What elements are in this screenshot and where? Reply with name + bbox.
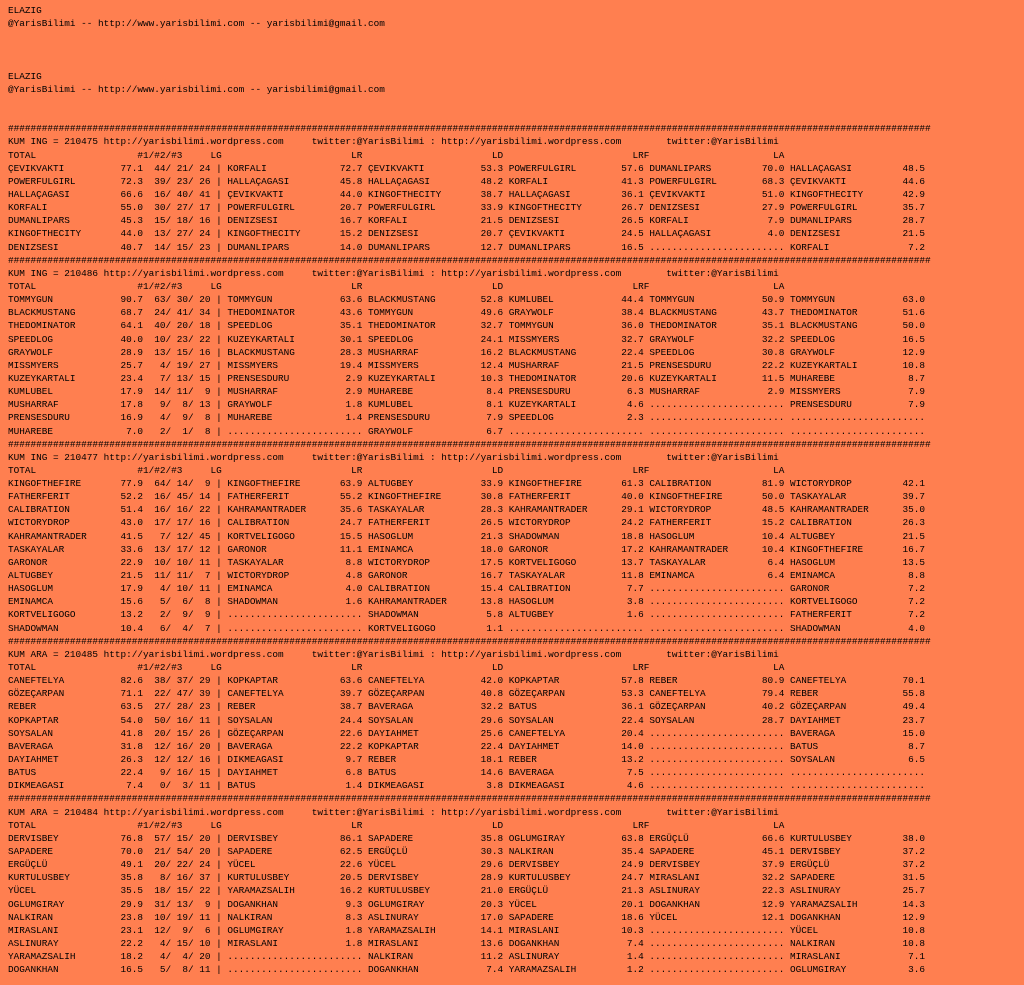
text-line: ALTUGBEY 21.5 11/ 11/ 7 | WICTORYDROP 4.8 GARONOR 16.7 TASKAYALAR 11.8 EMINAMCA 6.4 EMINAMCA 8.8 — [8, 570, 926, 582]
text-line: KORFALI 55.0 30/ 27/ 17 | POWERFULGIRL 20.7 POWERFULGIRL 33.9 KINGOFTHECITY 26.7 DENIZSESI 27.9 POWERFULGIRL 35.7 — [8, 202, 926, 214]
text-line: #################################################################################################################################################################### — [8, 793, 931, 805]
text-line: DENIZSESI 40.7 14/ 15/ 23 | DUMANLIPARS 14.0 DUMANLIPARS 12.7 DUMANLIPARS 16.5 ........................ KORFALI 7.2 — [8, 241, 926, 253]
text-line: SPEEDLOG 40.0 10/ 23/ 22 | KUZEYKARTALI 30.1 SPEEDLOG 24.1 MISSMYERS 32.7 GRAYWOLF 32.2 SPEEDLOG 16.5 — [8, 333, 926, 345]
text-line — [8, 57, 1024, 70]
text-line: NALKIRAN 23.8 10/ 19/ 11 | NALKIRAN 8.3 ASLINURAY 17.0 SAPADERE 18.6 YÜCEL 12.1 DOGANKHAN 12.9 — [8, 911, 926, 923]
text-line: MUHAREBE 7.0 2/ 1/ 8 | ........................ GRAYWOLF 6.7 ........................ ........................ ........................ — [8, 425, 926, 437]
text-line: KUM ING = 210486 http://yarisbilimi.wordpress.com twitter:@YarisBilimi : http://yarisbilimi.wordpress.com twitter:@YarisBilimi — [8, 267, 779, 279]
text-line: GARONOR 22.9 10/ 10/ 11 | TASKAYALAR 8.8 WICTORYDROP 17.5 KORTVELIGOGO 13.7 TASKAYALAR 6.4 HASOGLUM 13.5 — [8, 556, 926, 568]
text-line: YÜCEL 35.5 18/ 15/ 22 | YARAMAZSALIH 16.2 KURTULUSBEY 21.0 ERGÜÇLÜ 21.3 ASLINURAY 22.3 ASLINURAY 25.7 — [8, 885, 926, 897]
text-line — [8, 96, 1024, 109]
text-line: PRENSESDURU 16.9 4/ 9/ 8 | MUHAREBE 1.4 PRENSESDURU 7.9 SPEEDLOG 2.3 ........................ ........................ — [8, 412, 926, 424]
text-line: MIRASLANI 23.1 12/ 9/ 6 | OGLUMGIRAY 1.8 YARAMAZSALIH 14.1 MIRASLANI 10.3 ........................ YÜCEL 10.8 — [8, 924, 926, 936]
text-line — [8, 30, 1024, 43]
text-line: YARAMAZSALIH 18.2 4/ 4/ 20 | ........................ NALKIRAN 11.2 ASLINURAY 1.4 ........................ MIRASLANI 7.1 — [8, 951, 926, 963]
text-line: REBER 63.5 27/ 28/ 23 | REBER 38.7 BAVERAGA 32.2 BATUS 36.1 GÖZEÇARPAN 40.2 GÖZEÇARPAN 49.4 — [8, 701, 926, 713]
text-line: KUM ARA = 210485 http://yarisbilimi.wordpress.com twitter:@YarisBilimi : http://yarisbilimi.wordpress.com twitter:@YarisBilimi — [8, 648, 779, 660]
text-line: KUZEYKARTALI 23.4 7/ 13/ 15 | PRENSESDURU 2.9 KUZEYKARTALI 10.3 THEDOMINATOR 20.6 KUZEYKARTALI 11.5 MUHAREBE 8.7 — [8, 372, 926, 384]
text-line — [8, 109, 1024, 122]
text-line: CANEFTELYA 82.6 38/ 37/ 29 | KOPKAPTAR 63.6 CANEFTELYA 42.0 KOPKAPTAR 57.8 REBER 80.9 CANEFTELYA 70.1 — [8, 675, 926, 687]
text-line: POWERFULGIRL 72.3 39/ 23/ 26 | HALLAÇAGASI 45.8 HALLAÇAGASI 48.2 KORFALI 41.3 POWERFULGIRL 68.3 ÇEVIKVAKTI 44.6 — [8, 175, 926, 187]
text-line: GRAYWOLF 28.9 13/ 15/ 16 | BLACKMUSTANG 28.3 MUSHARRAF 16.2 BLACKMUSTANG 22.4 SPEEDLOG 30.8 GRAYWOLF 12.9 — [8, 346, 926, 358]
text-line: TOTAL #1/#2/#3 LG LR LD LRF LA — [8, 819, 785, 831]
text-line: SOYSALAN 41.8 20/ 15/ 26 | GÖZEÇARPAN 22.6 DAYIAHMET 25.6 CANEFTELYA 20.4 ........................ BAVERAGA 15.0 — [8, 727, 926, 739]
text-line: KUM ARA = 210484 http://yarisbilimi.wordpress.com twitter:@YarisBilimi : http://yarisbilimi.wordpress.com twitter:@YarisBilimi — [8, 806, 779, 818]
text-line: TASKAYALAR 33.6 13/ 17/ 12 | GARONOR 11.1 EMINAMCA 18.0 GARONOR 17.2 KAHRAMANTRADER 10.4 KINGOFTHEFIRE 16.7 — [8, 543, 926, 555]
text-line: TOTAL #1/#2/#3 LG LR LD LRF LA — [8, 662, 785, 674]
text-line: DOGANKHAN 16.5 5/ 8/ 11 | ........................ DOGANKHAN 7.4 YARAMAZSALIH 1.2 ........................ OGLUMGIRAY 3.6 — [8, 964, 926, 976]
text-line: TOMMYGUN 90.7 63/ 30/ 20 | TOMMYGUN 63.6 BLACKMUSTANG 52.8 KUMLUBEL 44.4 TOMMYGUN 50.9 TOMMYGUN 63.0 — [8, 294, 926, 306]
text-line: KORTVELIGOGO 13.2 2/ 9/ 9 | ........................ SHADOWMAN 5.8 ALTUGBEY 1.6 ........................ FATHERFERIT 7.2 — [8, 609, 926, 621]
text-line: HALLAÇAGASI 66.6 16/ 40/ 41 | ÇEVIKVAKTI 44.0 KINGOFTHECITY 38.7 HALLAÇAGASI 36.1 ÇEVIKVAKTI 51.0 KINGOFTHECITY 42.9 — [8, 188, 926, 200]
text-line: KOPKAPTAR 54.0 50/ 16/ 11 | SOYSALAN 24.4 SOYSALAN 29.6 SOYSALAN 22.4 SOYSALAN 28.7 DAYIAHMET 23.7 — [8, 714, 926, 726]
text-line: KUMLUBEL 17.9 14/ 11/ 9 | MUSHARRAF 2.9 MUHAREBE 8.4 PRENSESDURU 6.3 MUSHARRAF 2.9 MISSMYERS 7.9 — [8, 386, 926, 398]
text-line: #################################################################################################################################################################### — [8, 254, 931, 266]
text-line: TOTAL #1/#2/#3 LG LR LD LRF LA — [8, 464, 785, 476]
text-line: HASOGLUM 17.9 4/ 10/ 11 | EMINAMCA 4.0 CALIBRATION 15.4 CALIBRATION 7.7 ........................ GARONOR 7.2 — [8, 583, 926, 595]
text-line: SHADOWMAN 10.4 6/ 4/ 7 | ........................ KORTVELIGOGO 1.1 ........................ ........................ SHADOWMAN 4.0 — [8, 622, 926, 634]
text-line: CALIBRATION 51.4 16/ 16/ 22 | KAHRAMANTRADER 35.6 TASKAYALAR 28.3 KAHRAMANTRADER 29.1 WICTORYDROP 48.5 KAHRAMANTRADER 35.0 — [8, 504, 926, 516]
text-line: #################################################################################################################################################################### — [8, 635, 931, 647]
text-line: THEDOMINATOR 64.1 40/ 20/ 18 | SPEEDLOG 35.1 THEDOMINATOR 32.7 TOMMYGUN 36.0 THEDOMINATOR 35.1 BLACKMUSTANG 50.0 — [8, 320, 926, 332]
text-line: KINGOFTHECITY 44.0 13/ 27/ 24 | KINGOFTHECITY 15.2 DENIZSESI 20.7 ÇEVIKVAKTI 24.5 HALLAÇAGASI 4.0 DENIZSESI 21.5 — [8, 228, 926, 240]
text-line: MISSMYERS 25.7 4/ 19/ 27 | MISSMYERS 19.4 MISSMYERS 12.4 MUSHARRAF 21.5 PRENSESDURU 22.2 KUZEYKARTALI 10.8 — [8, 359, 926, 371]
text-line: DERVISBEY 76.8 57/ 15/ 20 | DERVISBEY 86.1 SAPADERE 35.8 OGLUMGIRAY 63.8 ERGÜÇLÜ 66.6 KURTULUSBEY 38.0 — [8, 832, 926, 844]
text-line: OGLUMGIRAY 29.9 31/ 13/ 9 | DOGANKHAN 9.3 OGLUMGIRAY 20.3 YÜCEL 20.1 DOGANKHAN 12.9 YARAMAZSALIH 14.3 — [8, 898, 926, 910]
text-line: KURTULUSBEY 35.8 8/ 16/ 37 | KURTULUSBEY 20.5 DERVISBEY 28.9 KURTULUSBEY 24.7 MIRASLANI 32.2 SAPADERE 31.5 — [8, 872, 926, 884]
text-line: BAVERAGA 31.8 12/ 16/ 20 | BAVERAGA 22.2 KOPKAPTAR 22.4 DAYIAHMET 14.0 ........................ BATUS 8.7 — [8, 740, 926, 752]
text-line: KUM ING = 210477 http://yarisbilimi.wordpress.com twitter:@YarisBilimi : http://yarisbilimi.wordpress.com twitter:@YarisBilimi — [8, 451, 779, 463]
text-line: ELAZIG — [8, 70, 42, 82]
text-line: WICTORYDROP 43.0 17/ 17/ 16 | CALIBRATION 24.7 FATHERFERIT 26.5 WICTORYDROP 24.2 FATHERFERIT 15.2 CALIBRATION 26.3 — [8, 517, 926, 529]
text-line: GÖZEÇARPAN 71.1 22/ 47/ 39 | CANEFTELYA 39.7 GÖZEÇARPAN 40.8 GÖZEÇARPAN 53.3 CANEFTELYA 79.4 REBER 55.8 — [8, 688, 926, 700]
text-line: TOTAL #1/#2/#3 LG LR LD LRF LA — [8, 280, 785, 292]
text-line: #################################################################################################################################################################### — [8, 438, 931, 450]
text-line: DIKMEAGASI 7.4 0/ 3/ 11 | BATUS 1.4 DIKMEAGASI 3.8 DIKMEAGASI 4.6 ........................ ........................ — [8, 780, 926, 792]
text-line: ERGÜÇLÜ 49.1 20/ 22/ 24 | YÜCEL 22.6 YÜCEL 29.6 DERVISBEY 24.9 DERVISBEY 37.9 ERGÜÇLÜ 37.2 — [8, 859, 926, 871]
text-line: KINGOFTHEFIRE 77.9 64/ 14/ 9 | KINGOFTHEFIRE 63.9 ALTUGBEY 33.9 KINGOFTHEFIRE 61.3 CALIBRATION 81.9 WICTORYDROP 42.1 — [8, 478, 926, 490]
text-line: SAPADERE 70.0 21/ 54/ 20 | SAPADERE 62.5 ERGÜÇLÜ 30.3 NALKIRAN 35.4 SAPADERE 45.1 DERVISBEY 37.2 — [8, 846, 926, 857]
text-line: EMINAMCA 15.6 5/ 6/ 8 | SHADOWMAN 1.6 KAHRAMANTRADER 13.8 HASOGLUM 3.8 ........................ KORTVELIGOGO 7.2 — [8, 596, 926, 608]
text-line: #################################################################################################################################################################### — [8, 123, 931, 135]
text-line: FATHERFERIT 52.2 16/ 45/ 14 | FATHERFERIT 55.2 KINGOFTHEFIRE 30.8 FATHERFERIT 40.0 KINGOFTHEFIRE 50.0 TASKAYALAR 39.7 — [8, 491, 926, 503]
text-line: TOTAL #1/#2/#3 LG LR LD LRF LA — [8, 149, 785, 161]
text-line: @YarisBilimi -- http://www.yarisbilimi.com -- yarisbilimi@gmail.com — [8, 18, 385, 30]
text-line: @YarisBilimi -- http://www.yarisbilimi.com -- yarisbilimi@gmail.com — [8, 83, 385, 95]
text-line: ASLINURAY 22.2 4/ 15/ 10 | MIRASLANI 1.8 MIRASLANI 13.6 DOGANKHAN 7.4 ........................ NALKIRAN 10.8 — [8, 937, 926, 949]
text-line — [8, 43, 1024, 56]
text-line: KUM ING = 210475 http://yarisbilimi.wordpress.com twitter:@YarisBilimi : http://yarisbilimi.wordpress.com twitter:@YarisBilimi — [8, 136, 779, 148]
text-line: DAYIAHMET 26.3 12/ 12/ 16 | DIKMEAGASI 9.7 REBER 18.1 REBER 13.2 ........................ SOYSALAN 6.5 — [8, 754, 926, 766]
text-line: MUSHARRAF 17.8 9/ 8/ 13 | GRAYWOLF 1.8 KUMLUBEL 8.1 KUZEYKARTALI 4.6 ........................ PRENSESDURU 7.9 — [8, 399, 926, 411]
text-line: BATUS 22.4 9/ 16/ 15 | DAYIAHMET 6.8 BATUS 14.6 BAVERAGA 7.5 ........................ ........................ — [8, 767, 926, 779]
text-line: ELAZIG — [8, 5, 42, 16]
text-line: KAHRAMANTRADER 41.5 7/ 12/ 45 | KORTVELIGOGO 15.5 HASOGLUM 21.3 SHADOWMAN 18.8 HASOGLUM 10.4 ALTUGBEY 21.5 — [8, 530, 926, 542]
text-line: ÇEVIKVAKTI 77.1 44/ 21/ 24 | KORFALI 72.7 ÇEVIKVAKTI 53.3 POWERFULGIRL 57.6 DUMANLIPARS 70.0 HALLAÇAGASI 48.5 — [8, 162, 926, 174]
text-line: DUMANLIPARS 45.3 15/ 18/ 16 | DENIZSESI 16.7 KORFALI 21.5 DENIZSESI 26.5 KORFALI 7.9 DUMANLIPARS 28.7 — [8, 215, 926, 227]
text-line: BLACKMUSTANG 68.7 24/ 41/ 34 | THEDOMINATOR 43.6 TOMMYGUN 49.6 GRAYWOLF 38.4 BLACKMUSTANG 43.7 THEDOMINATOR 51.6 — [8, 307, 926, 319]
